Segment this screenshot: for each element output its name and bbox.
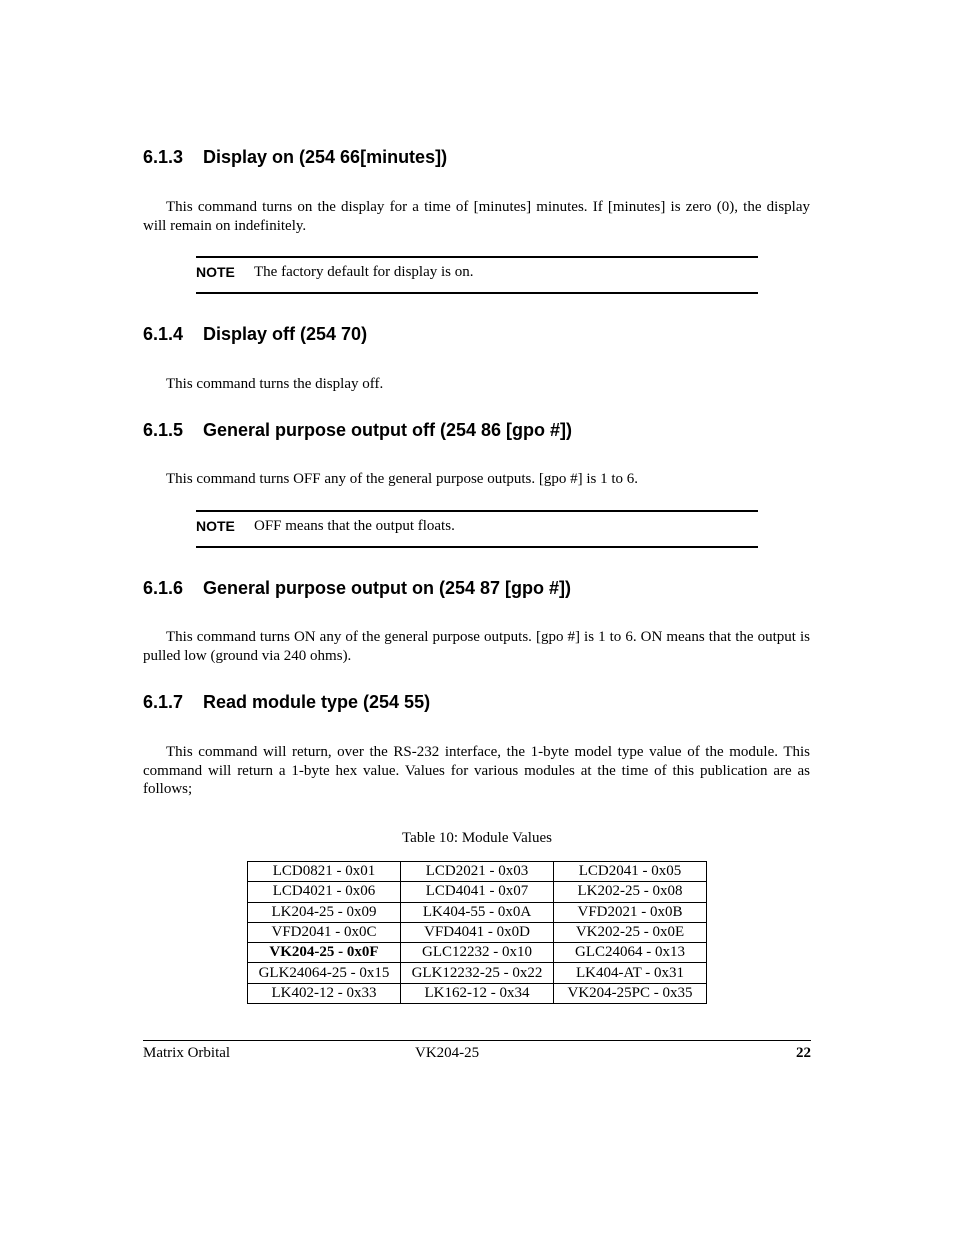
table-cell: VFD4041 - 0x0D — [401, 922, 554, 942]
note-box-gpo-off — [196, 510, 758, 548]
table-cell: GLK12232-25 - 0x22 — [401, 963, 554, 983]
table-cell: GLC12232 - 0x10 — [401, 943, 554, 963]
table-cell: VK202-25 - 0x0E — [554, 922, 707, 942]
table-cell: LK162-12 - 0x34 — [401, 983, 554, 1003]
module-values-table — [247, 861, 707, 1004]
footer-model: VK204-25 — [415, 1045, 480, 1061]
footer-divider — [143, 1040, 811, 1041]
table-cell: VK204-25PC - 0x35 — [554, 983, 707, 1003]
table-row — [248, 862, 707, 882]
table-cell: LK402-12 - 0x33 — [248, 983, 401, 1003]
table-cell-highlighted: VK204-25 - 0x0F — [248, 943, 401, 963]
paragraph-gpo-off: This command turns OFF any of the general purpose outputs. [gpo #] is 1 to 6. — [166, 471, 639, 487]
note-text: OFF means that the output floats. — [254, 518, 455, 534]
table-caption: Table 10: Module Values — [402, 830, 552, 846]
table-row — [248, 943, 707, 963]
footer-company: Matrix Orbital — [143, 1045, 231, 1061]
section-heading-6-1-3: 6.1.3 Display on (254 66[minutes]) — [143, 147, 448, 167]
paragraph-display-off: This command turns the display off. — [166, 376, 384, 392]
paragraph-display-on: This command turns on the display for a time of [minutes] minutes. If [minutes] is zero (0), the display will remain on indefinitely. — [143, 199, 810, 234]
table-row — [248, 882, 707, 902]
table-cell: LK404-AT - 0x31 — [554, 963, 707, 983]
table-cell: LK404-55 - 0x0A — [401, 902, 554, 922]
table-cell: VFD2041 - 0x0C — [248, 922, 401, 942]
paragraph-read-module-type: This command will return, over the RS-232 interface, the 1-byte model type value of the module. This command will return a 1-byte hex value. Values for various modules at the time of this publication are as follows; — [143, 744, 810, 797]
section-heading-6-1-5: 6.1.5 General purpose output off (254 86 [gpo #]) — [143, 420, 573, 440]
table-cell: GLC24064 - 0x13 — [554, 943, 707, 963]
table-row — [248, 983, 707, 1003]
table-cell: LCD2041 - 0x05 — [554, 862, 707, 882]
table-cell: LK204-25 - 0x09 — [248, 902, 401, 922]
note-box-display-default — [196, 256, 758, 294]
table-row — [248, 922, 707, 942]
table-cell: GLK24064-25 - 0x15 — [248, 963, 401, 983]
table-cell: LK202-25 - 0x08 — [554, 882, 707, 902]
table-cell: LCD4021 - 0x06 — [248, 882, 401, 902]
table-row — [248, 963, 707, 983]
table-cell: VFD2021 - 0x0B — [554, 902, 707, 922]
table-cell: LCD0821 - 0x01 — [248, 862, 401, 882]
note-label: NOTE — [196, 264, 235, 280]
table-cell: LCD4041 - 0x07 — [401, 882, 554, 902]
table-cell: LCD2021 - 0x03 — [401, 862, 554, 882]
paragraph-gpo-on: This command turns ON any of the general purpose outputs. [gpo #] is 1 to 6. ON means that the output is pulled low (ground via 240 ohms). — [143, 629, 810, 664]
section-heading-6-1-6: 6.1.6 General purpose output on (254 87 [gpo #]) — [143, 578, 572, 598]
footer-page-number: 22 — [796, 1045, 811, 1061]
section-heading-6-1-4: 6.1.4 Display off (254 70) — [143, 324, 368, 344]
note-label: NOTE — [196, 518, 235, 534]
note-text: The factory default for display is on. — [254, 264, 474, 280]
table-row — [248, 902, 707, 922]
section-heading-6-1-7: 6.1.7 Read module type (254 55) — [143, 692, 431, 712]
